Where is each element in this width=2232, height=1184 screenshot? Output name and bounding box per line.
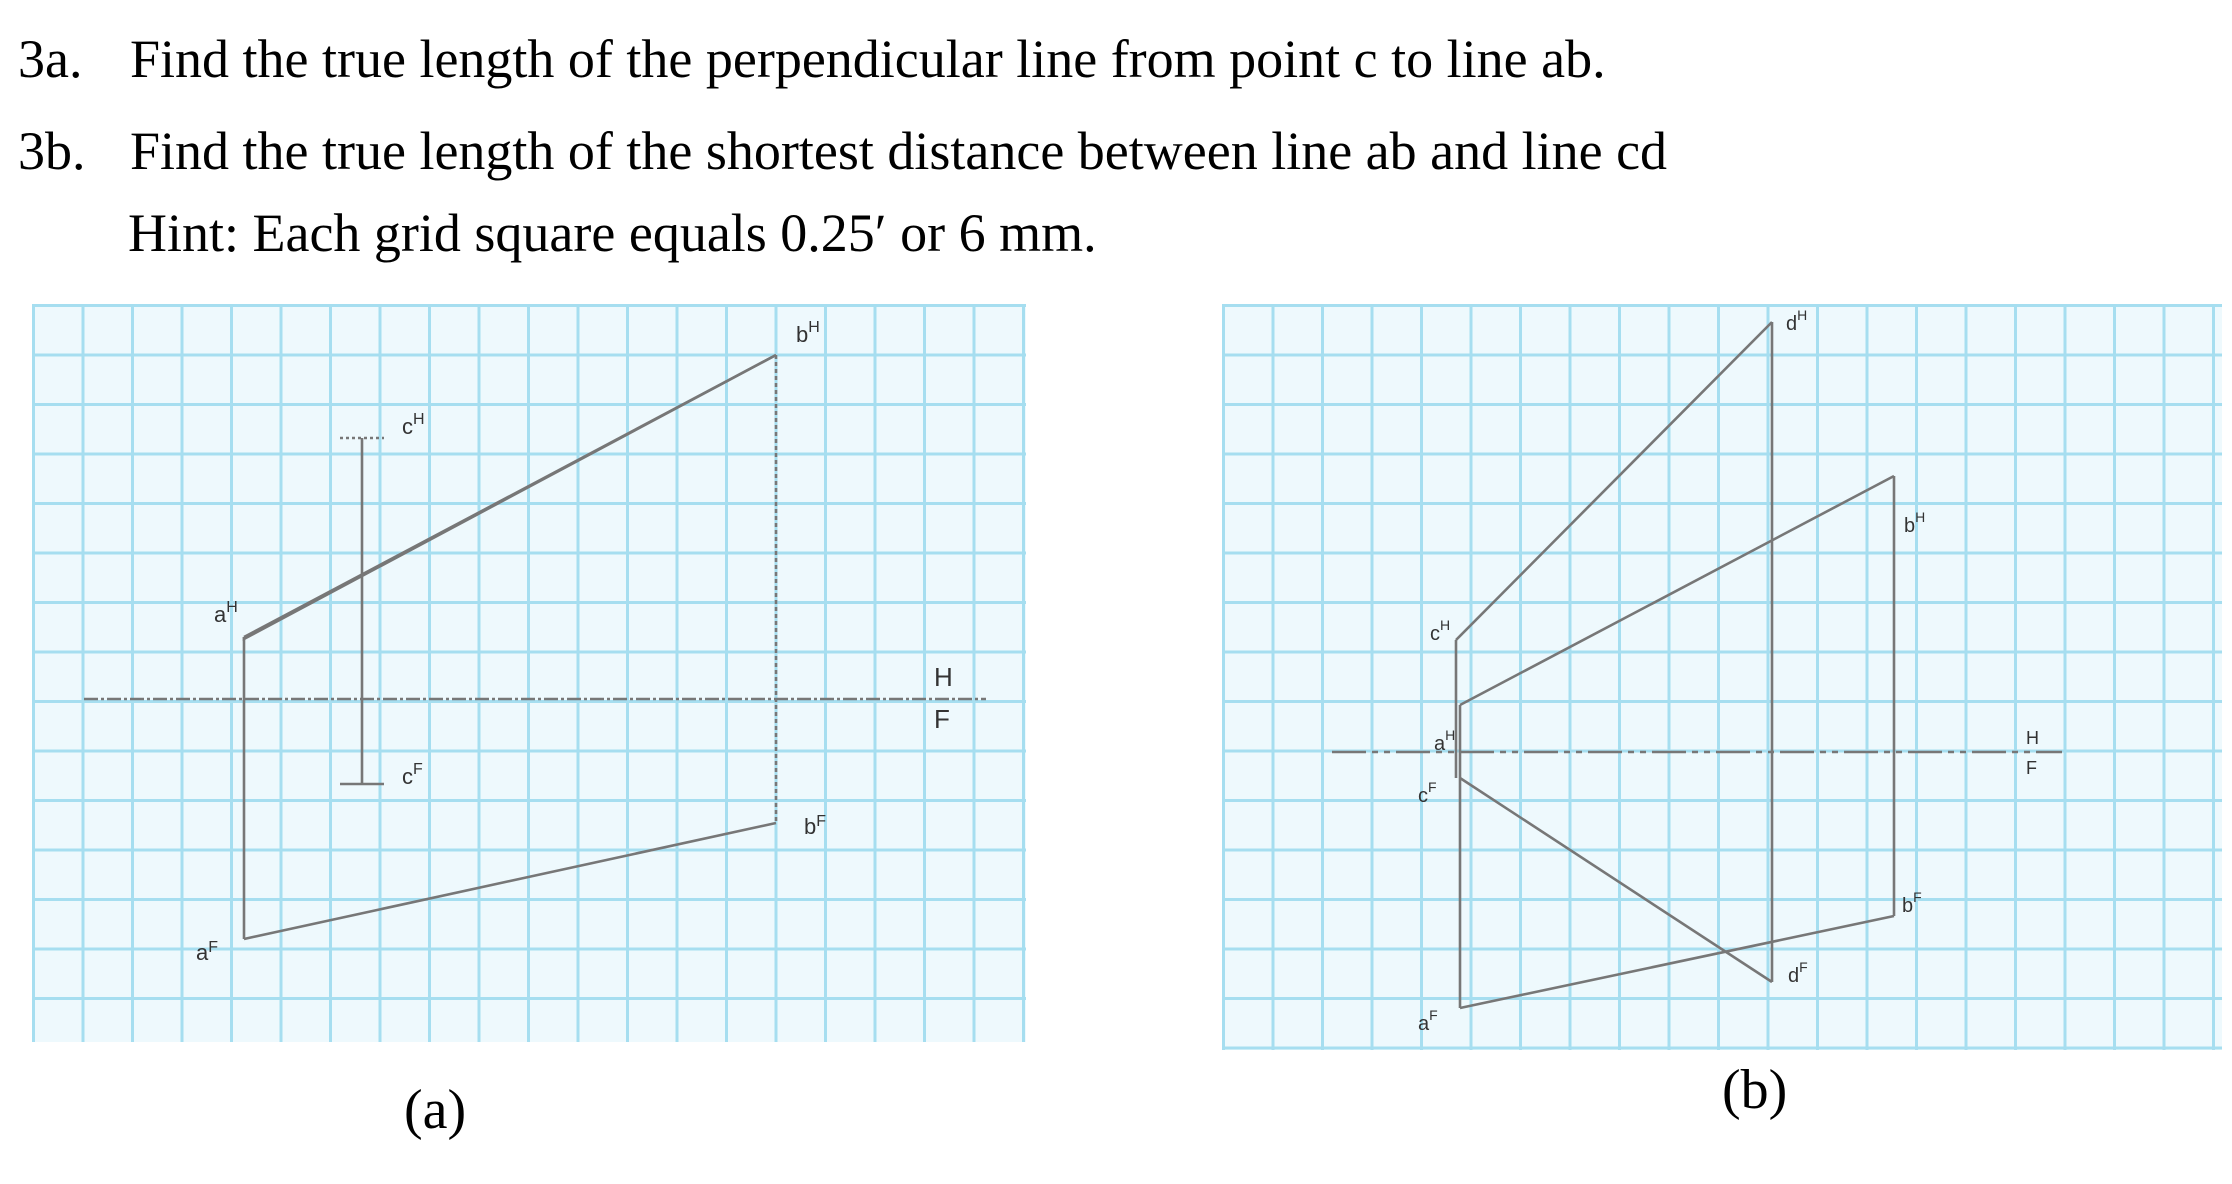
label-dH-b: $d^H$ bbox=[1786, 307, 1808, 335]
label-aH-b: $a^H$ bbox=[1434, 727, 1456, 755]
label-bH-b: $b^H$ bbox=[1904, 509, 1926, 537]
figure-a bbox=[84, 355, 986, 939]
line-ab-top-a bbox=[244, 355, 776, 637]
label-bF-b: $b^F$ bbox=[1902, 889, 1922, 917]
fold-label-F-a: F bbox=[934, 704, 950, 734]
figure-b bbox=[1332, 322, 2062, 1008]
label-cH-b: $c^H$ bbox=[1430, 617, 1451, 645]
label-aF-a: $a^F$ bbox=[196, 939, 219, 965]
label-bF-a: $b^F$ bbox=[804, 813, 827, 839]
fold-label-H-b: H bbox=[2026, 728, 2039, 748]
label-cF-b: $c^F$ bbox=[1418, 779, 1437, 807]
line-ab-front-b bbox=[1460, 916, 1894, 1008]
label-bH-a: $b^H$ bbox=[796, 319, 820, 347]
line-cd-top-b bbox=[1456, 322, 1772, 640]
label-cH-a: $c^H$ bbox=[402, 411, 425, 439]
question-3b-number: 3b. bbox=[18, 121, 86, 181]
question-3a-number: 3a. bbox=[18, 29, 83, 89]
label-aH-a: $a^H$ bbox=[214, 599, 238, 627]
line-ab-top-b bbox=[1460, 476, 1894, 705]
fold-label-H-a: H bbox=[934, 662, 953, 692]
figure-a-caption: (a) bbox=[404, 1079, 467, 1141]
line-ab-front-a bbox=[244, 823, 776, 939]
figure-b-caption: (b) bbox=[1722, 1059, 1788, 1121]
hint-text: Hint: Each grid square equals 0.25′ or 6 mm. bbox=[128, 203, 1097, 263]
question-3a-text: Find the true length of the perpendicular line from point c to line ab. bbox=[130, 29, 1606, 89]
label-aF-b: $a^F$ bbox=[1418, 1007, 1438, 1035]
fold-label-F-b: F bbox=[2026, 758, 2037, 778]
label-cF-a: $c^F$ bbox=[402, 761, 423, 789]
label-dF-b: $d^F$ bbox=[1788, 959, 1808, 987]
question-3b-text: Find the true length of the shortest distance between line ab and line cd bbox=[130, 121, 1668, 181]
